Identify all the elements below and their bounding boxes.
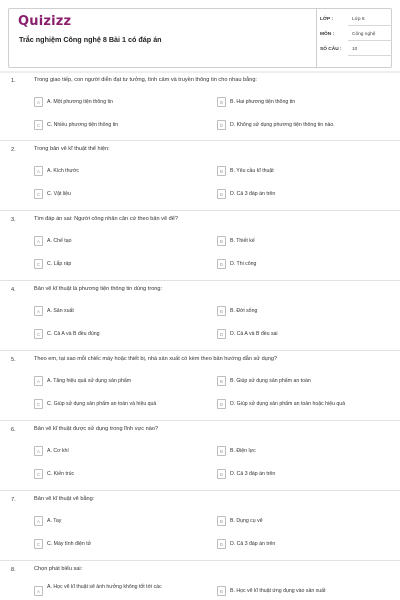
option-letter-box[interactable]: C	[34, 399, 43, 409]
option-letter-box[interactable]: A	[34, 97, 43, 107]
quizizz-logo: Quizizz	[18, 14, 72, 29]
option-text: A. Tăng hiệu quả sử dụng sản phẩm	[47, 377, 132, 384]
meta-count-label: SỐ CÂU :	[320, 47, 342, 52]
option-letter-box[interactable]: B	[217, 586, 226, 596]
answer-option[interactable]	[217, 539, 397, 551]
option-text: A. Tay	[47, 517, 62, 524]
option-text: B. Hai phương tiện thông tin	[230, 98, 296, 105]
option-letter-box[interactable]: B	[217, 97, 226, 107]
answer-option[interactable]	[34, 306, 214, 318]
option-text: B. Đời sống	[230, 307, 258, 314]
answer-option[interactable]	[34, 259, 214, 271]
option-letter-box[interactable]: C	[34, 469, 43, 479]
answer-option[interactable]	[217, 306, 397, 318]
meta-subject-label: MÔN :	[320, 32, 335, 37]
option-text: C. Giúp sử dụng sản phẩm an toàn và hiệu quả	[47, 400, 157, 407]
option-text: B. Giúp sử dụng sản phẩm an toàn	[230, 377, 311, 384]
answer-option[interactable]	[34, 166, 214, 178]
worksheet-title: Trắc nghiệm Công nghệ 8 Bài 1 có đáp án	[19, 35, 162, 44]
option-text: C. Nhiều phương tiện thông tin	[47, 121, 119, 128]
option-letter-box[interactable]: A	[34, 446, 43, 456]
meta-count	[320, 47, 390, 59]
option-text: A. Một phương tiện thông tin	[47, 98, 113, 105]
option-text: C. Lắp ráp	[47, 260, 72, 267]
option-letter-box[interactable]: A	[34, 236, 43, 246]
option-letter-box[interactable]: B	[217, 166, 226, 176]
meta-grade-line	[348, 25, 392, 26]
option-text: C. Vật liệu	[47, 190, 71, 197]
question-text: Chọn phát biểu sai:	[34, 566, 83, 572]
question-number: 6.	[11, 427, 16, 433]
question-number: 4.	[11, 287, 16, 293]
option-letter-box[interactable]: B	[217, 306, 226, 316]
question-separator	[0, 560, 400, 561]
question-text: Theo em, tại sao mỗi chiếc máy hoặc thiết bị, nhà sản xuất có kèm theo bản hướng dẫn sử dụng?	[34, 356, 278, 362]
option-text: D. Không sử dụng phương tiện thông tin nào.	[230, 121, 335, 128]
question-number: 1.	[11, 78, 16, 84]
answer-option[interactable]	[217, 399, 397, 411]
option-letter-box[interactable]: B	[217, 236, 226, 246]
question-number: 7.	[11, 497, 16, 503]
header-divider	[316, 9, 317, 67]
option-text: A. Cơ khí	[47, 447, 69, 454]
meta-count-value: 10	[352, 47, 358, 52]
option-letter-box[interactable]: A	[34, 516, 43, 526]
option-letter-box[interactable]: A	[34, 586, 43, 596]
question-separator	[0, 210, 400, 211]
option-letter-box[interactable]: C	[34, 329, 43, 339]
option-text: A. Sản xuất	[47, 307, 74, 314]
answer-option[interactable]	[34, 469, 214, 481]
option-text: D. Cả 3 đáp án trên	[230, 540, 276, 547]
meta-subject	[320, 32, 390, 44]
question-text: Tìm đáp án sai: Người công nhân căn cứ theo bản vẽ để?	[34, 216, 178, 222]
option-letter-box[interactable]: D	[217, 259, 226, 269]
option-text: C. Kiến trúc	[47, 470, 75, 477]
answer-option[interactable]	[217, 329, 397, 341]
option-letter-box[interactable]: D	[217, 120, 226, 130]
option-text: B. Thiết kế	[230, 237, 255, 244]
option-text: C. Cả A và B đều đúng	[47, 330, 100, 337]
answer-option[interactable]	[34, 376, 214, 388]
answer-option[interactable]	[34, 399, 214, 411]
option-letter-box[interactable]: D	[217, 469, 226, 479]
option-letter-box[interactable]: C	[34, 259, 43, 269]
answer-option[interactable]	[217, 259, 397, 271]
answer-option[interactable]	[34, 97, 214, 109]
answer-option[interactable]	[34, 189, 214, 201]
answer-option[interactable]	[217, 469, 397, 481]
option-text: C. Máy tính điện tử	[47, 540, 92, 547]
option-letter-box[interactable]: D	[217, 539, 226, 549]
meta-grade-label: LỚP :	[320, 17, 334, 22]
option-text: D. Cả 3 đáp án trên	[230, 470, 276, 477]
option-text: A. Chế tạo	[47, 237, 72, 244]
answer-option[interactable]	[217, 586, 397, 598]
option-text: D. Cả 3 đáp án trên	[230, 190, 276, 197]
answer-option[interactable]	[34, 586, 214, 598]
answer-option[interactable]	[34, 446, 214, 458]
meta-count-line	[348, 55, 392, 56]
answer-option[interactable]	[217, 166, 397, 178]
option-text: A. Học vẽ kĩ thuật sẽ ảnh hưởng không tốt tới các	[47, 584, 162, 590]
question-text: Bản vẽ kĩ thuật vẽ bằng:	[34, 496, 95, 502]
answer-option[interactable]	[217, 189, 397, 201]
question-number: 2.	[11, 147, 16, 153]
option-letter-box[interactable]: A	[34, 376, 43, 386]
question-number: 3.	[11, 217, 16, 223]
option-letter-box[interactable]: D	[217, 189, 226, 199]
option-text: D. Giúp sử dụng sản phẩm an toàn hoặc hiệu quả	[230, 400, 346, 407]
meta-grade	[320, 17, 390, 29]
option-letter-box[interactable]: C	[34, 539, 43, 549]
question-separator	[0, 350, 400, 351]
option-letter-box[interactable]: D	[217, 399, 226, 409]
header-separator	[0, 71, 400, 73]
question-text: Trong bản vẽ kĩ thuật thể hiện:	[34, 146, 110, 152]
option-text: B. Điện lực	[230, 447, 256, 454]
answer-option[interactable]	[217, 516, 397, 528]
option-text: B. Yêu cầu kĩ thuật	[230, 167, 274, 174]
answer-option[interactable]	[217, 446, 397, 458]
question-separator	[0, 490, 400, 491]
question-number: 5.	[11, 357, 16, 363]
answer-option[interactable]	[217, 376, 397, 388]
option-text: A. Kích thước	[47, 167, 79, 174]
option-letter-box[interactable]: B	[217, 516, 226, 526]
meta-grade-value: Lớp 8	[352, 17, 365, 22]
question-separator	[0, 280, 400, 281]
meta-subject-line	[348, 40, 392, 41]
question-number: 8.	[11, 567, 16, 573]
answer-option[interactable]	[217, 236, 397, 248]
option-letter-box[interactable]: C	[34, 189, 43, 199]
option-letter-box[interactable]: B	[217, 376, 226, 386]
option-text: B. Học vẽ kĩ thuật ứng dụng vào sản xuất	[230, 587, 326, 594]
meta-subject-value: Công nghệ	[352, 32, 376, 37]
answer-option[interactable]	[34, 236, 214, 248]
option-text: D. Cả A và B đều sai	[230, 330, 278, 337]
option-text: D. Thi công	[230, 260, 257, 267]
answer-option[interactable]	[217, 97, 397, 109]
answer-option[interactable]	[34, 329, 214, 341]
question-separator	[0, 420, 400, 421]
answer-option[interactable]	[34, 539, 214, 551]
question-text: Bản vẽ kĩ thuật là phương tiện thông tin dùng trong:	[34, 286, 163, 292]
answer-option[interactable]	[34, 516, 214, 528]
option-letter-box[interactable]: D	[217, 329, 226, 339]
option-letter-box[interactable]: A	[34, 166, 43, 176]
worksheet-header	[8, 8, 392, 68]
answer-option[interactable]	[217, 120, 397, 132]
question-text: Trong giao tiếp, con người diễn đạt tư tưởng, tình cảm và truyền thông tin cho nhau bằng:	[34, 77, 257, 83]
option-text: B. Dụng cụ vẽ	[230, 517, 263, 524]
question-separator	[0, 140, 400, 141]
question-text: Bản vẽ kĩ thuật được sử dụng trong lĩnh vực nào?	[34, 426, 159, 432]
option-letter-box[interactable]: B	[217, 446, 226, 456]
answer-option[interactable]	[34, 120, 214, 132]
option-letter-box[interactable]: A	[34, 306, 43, 316]
option-letter-box[interactable]: C	[34, 120, 43, 130]
